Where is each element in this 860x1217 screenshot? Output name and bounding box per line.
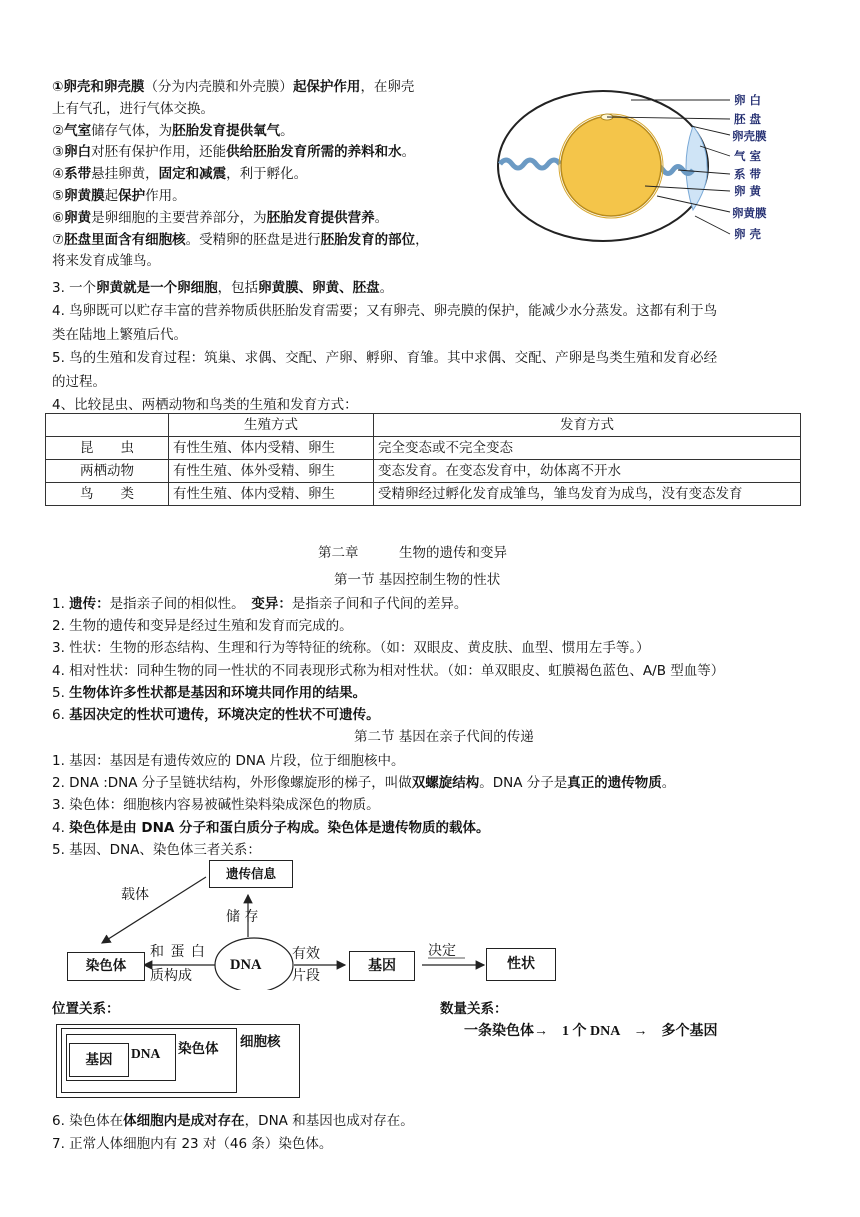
text-run: 卵黄膜 <box>64 188 105 204</box>
text-run: ， <box>415 231 429 248</box>
quantity-title: 数量关系： <box>440 1001 508 1017</box>
text-run: 3. 一个 <box>52 280 97 296</box>
text-line <box>52 774 675 792</box>
table-cell: 有性生殖、体外受精、卵生 <box>169 460 374 483</box>
text-line <box>52 252 160 270</box>
text-run: 系带 <box>64 166 92 183</box>
text-line <box>52 752 404 770</box>
air-cell <box>686 126 707 210</box>
store-label: 储 存 <box>226 909 259 925</box>
text-run: 。 <box>374 209 389 226</box>
text-run: 是指亲子间和子代间的差异。 <box>291 596 468 612</box>
text-run: 7. 正常人体细胞内有 23 对（46 条）染色体。 <box>52 1136 333 1152</box>
reproduction-comparison-table <box>45 413 801 506</box>
text-run: 5. <box>52 684 70 701</box>
table-cell: 有性生殖、体内受精、卵生 <box>169 483 374 506</box>
text-run: ③ <box>52 144 65 161</box>
egg-label-yolk: 卵 黄 <box>734 184 762 198</box>
table-cell: 完全变态或不完全变态 <box>374 437 801 460</box>
nucleus-label: 细胞核 <box>240 1034 281 1050</box>
text-run: 真正的遗传物质 <box>567 775 662 792</box>
protein-label-top: 和 蛋 白 <box>150 944 206 960</box>
text-line <box>52 706 380 724</box>
text-run: 双螺旋结构 <box>411 775 480 792</box>
text-run: 卵白 <box>64 144 92 161</box>
text-line <box>52 78 414 96</box>
text-run: 6. <box>52 707 70 723</box>
text-line <box>52 326 187 344</box>
text-line <box>52 165 307 183</box>
text-line <box>52 1112 414 1130</box>
text-run: 类在陆地上繁殖后代。 <box>52 326 187 343</box>
text-run: 起 <box>104 188 119 204</box>
text-run: 。受精卵的胚盘是进行 <box>185 231 321 248</box>
gene-position-box: 基因 <box>69 1043 129 1077</box>
egg-label-chalaza: 系 带 <box>734 167 762 181</box>
text-run: 的过程。 <box>52 373 106 390</box>
text-run: 6. 染色体在 <box>52 1113 124 1129</box>
text-run: ，包括 <box>217 280 259 296</box>
text-run: 悬挂卵黄， <box>91 166 159 183</box>
gene-box: 基因 <box>349 951 415 981</box>
text-run: 3. 性状：生物的形态结构、生理和行为等特征的统称。（如：双眼皮、黄皮肤、血型、惯用左手等。） <box>52 640 650 657</box>
text-run: ⑤ <box>52 188 65 204</box>
text-line <box>52 187 186 205</box>
decide-label: 决定 <box>428 943 456 959</box>
text-run: 。DNA 分子是 <box>479 775 568 792</box>
table-cell: 两栖动物 <box>46 460 169 483</box>
text-line <box>52 617 353 635</box>
table-row <box>46 483 801 506</box>
text-run: 遗传： <box>69 596 110 612</box>
text-line <box>52 796 380 814</box>
egg-label-shell: 卵 壳 <box>734 227 762 241</box>
text-line <box>52 143 415 161</box>
text-run: 胚胎发育提供氧气 <box>172 122 281 139</box>
table-header-cell: 发育方式 <box>374 414 801 437</box>
text-line <box>52 684 366 702</box>
text-line <box>52 639 650 657</box>
text-run: ，在卵壳 <box>360 79 415 95</box>
table-header-cell <box>46 414 169 437</box>
text-run: 。 <box>401 144 416 161</box>
text-run: 2. DNA :DNA 分子呈链状结构，外形像螺旋形的梯子，叫做 <box>52 775 412 792</box>
effective-label-top: 有效 <box>292 946 320 962</box>
text-run: 4. 鸟卵既可以贮存丰富的营养物质供胚胎发育需要；又有卵壳、卵壳膜的保护，能减少水分蒸发。这都有利于鸟 <box>52 303 718 320</box>
table-cell: 受精卵经过孵化发育成雏鸟，雏鸟发育为成鸟，没有变态发育 <box>374 483 801 506</box>
text-line <box>52 819 490 837</box>
text-run: 变异： <box>251 596 292 612</box>
text-run: 4. 相对性状：同种生物的同一性状的不同表现形式称为相对性状。（如：单双眼皮、虹膜褐色蓝色、A/B 型血等） <box>52 662 725 679</box>
text-run: 上有气孔，进行气体交换。 <box>52 100 214 117</box>
text-run: ，利于孵化。 <box>226 166 308 183</box>
table-header-cell: 生殖方式 <box>169 414 374 437</box>
text-line <box>52 279 393 297</box>
text-run: 胚胎发育的部位 <box>320 231 416 248</box>
table-row <box>46 437 801 460</box>
text-line <box>52 1135 332 1153</box>
text-run: 供给胚胎发育所需的养料和水 <box>226 144 402 161</box>
dna-label: DNA <box>230 957 262 973</box>
table-cell: 有性生殖、体内受精、卵生 <box>169 437 374 460</box>
text-run: 胚胎发育提供营养 <box>266 209 375 226</box>
text-run: 作用。 <box>145 188 186 204</box>
text-line <box>52 595 467 613</box>
table-cell: 昆 虫 <box>46 437 169 460</box>
text-line <box>52 349 717 367</box>
text-run: 基因决定的性状可遗传，环境决定的性状不可遗传。 <box>69 707 380 723</box>
text-run: 5. 鸟的生殖和发育过程：筑巢、求偶、交配、产卵、孵卵、育雏。其中求偶、交配、产卵是鸟类生殖和发育必经 <box>52 350 718 367</box>
text-run: 保护 <box>118 188 146 204</box>
text-line <box>52 231 429 249</box>
text-run: 固定和减震 <box>158 166 227 183</box>
genetic-info-box: 遗传信息 <box>209 860 293 888</box>
yolk <box>561 116 661 216</box>
text-run: 1. 基因：基因是有遗传效应的 DNA 片段，位于细胞核中。 <box>52 753 405 769</box>
table-cell: 变态发育。在变态发育中，幼体离不开水 <box>374 460 801 483</box>
text-line <box>52 302 717 320</box>
text-run: ①卵壳和卵壳膜 <box>52 79 145 95</box>
effective-label-bottom: 片段 <box>292 968 320 984</box>
text-run: 对胚有保护作用，还能 <box>91 144 227 161</box>
egg-label-air-cell: 气 室 <box>734 149 762 163</box>
text-run: 染色体是由 DNA 分子和蛋白质分子构成。染色体是遗传物质的载体。 <box>69 819 490 836</box>
text-run: 气室 <box>64 122 92 139</box>
quantity-text: 一条染色体→ 1 个 DNA → 多个基因 <box>464 1024 718 1039</box>
text-run: 。 <box>379 280 394 296</box>
egg-label-yolk-membrane: 卵黄膜 <box>732 206 767 220</box>
position-title: 位置关系： <box>52 1001 120 1017</box>
section-1-title: 第一节 基因控制生物的性状 <box>334 572 501 588</box>
text-run: 生物体许多性状都是基因和环境共同作用的结果。 <box>69 684 367 701</box>
egg-label-albumen: 卵 白 <box>734 93 762 107</box>
text-run: 是卵细胞的主要营养部分，为 <box>91 209 267 226</box>
text-run: 5. 基因、DNA、染色体三者关系： <box>52 841 261 858</box>
text-line <box>52 662 724 680</box>
text-run: 卵黄 <box>64 209 92 226</box>
text-run: ，DNA 和基因也成对存在。 <box>244 1113 414 1129</box>
text-run: 储存气体，为 <box>91 122 173 139</box>
text-run: 4、比较昆虫、两栖动物和鸟类的生殖和发育方式： <box>52 397 358 413</box>
text-line <box>52 209 388 227</box>
text-run: ④ <box>52 166 65 183</box>
text-run: 3. 染色体：细胞核内容易被碱性染料染成深色的物质。 <box>52 797 380 814</box>
text-run: 胚盘里面含有细胞核 <box>64 231 186 248</box>
text-line <box>52 100 214 118</box>
text-run: 。 <box>661 775 676 792</box>
table-cell: 鸟 类 <box>46 483 169 506</box>
text-run: 将来发育成雏鸟。 <box>52 253 160 270</box>
text-run: 。 <box>280 122 294 139</box>
chromosome-box: 染色体 <box>67 952 145 981</box>
text-run: 卵黄就是一个卵细胞 <box>96 280 218 296</box>
text-run: 起保护作用 <box>292 79 361 95</box>
egg-label-germinal-disc: 胚 盘 <box>734 112 762 126</box>
section-2-title: 第二节 基因在亲子代间的传递 <box>354 729 534 745</box>
text-line <box>52 373 106 391</box>
text-run: ⑥ <box>52 209 65 226</box>
text-run: 1. <box>52 596 70 612</box>
carrier-label: 载体 <box>121 887 149 903</box>
text-run: 是指亲子间的相似性。 <box>109 596 252 612</box>
text-run: 4. <box>52 819 70 836</box>
text-run: 2. 生物的遗传和变异是经过生殖和发育而完成的。 <box>52 618 353 635</box>
egg-label-shell-membrane: 卵壳膜 <box>732 129 767 143</box>
trait-box: 性状 <box>486 948 556 981</box>
table-row <box>46 460 801 483</box>
text-run: ⑦ <box>52 231 65 248</box>
dna-position-label: DNA <box>131 1046 161 1061</box>
protein-label-bottom: 质构成 <box>150 968 192 984</box>
chapter-title: 第二章 生物的遗传和变异 <box>318 545 507 561</box>
table-header-row <box>46 414 801 437</box>
text-run: ② <box>52 122 65 139</box>
chromosome-position-label: 染色体 <box>178 1041 219 1057</box>
text-line <box>52 122 294 140</box>
text-line <box>52 396 358 414</box>
text-run: 体细胞内是成对存在 <box>123 1113 245 1129</box>
text-run: 卵黄膜、卵黄、胚盘 <box>258 280 380 296</box>
text-run: （分为内壳膜和外壳膜） <box>144 79 293 95</box>
